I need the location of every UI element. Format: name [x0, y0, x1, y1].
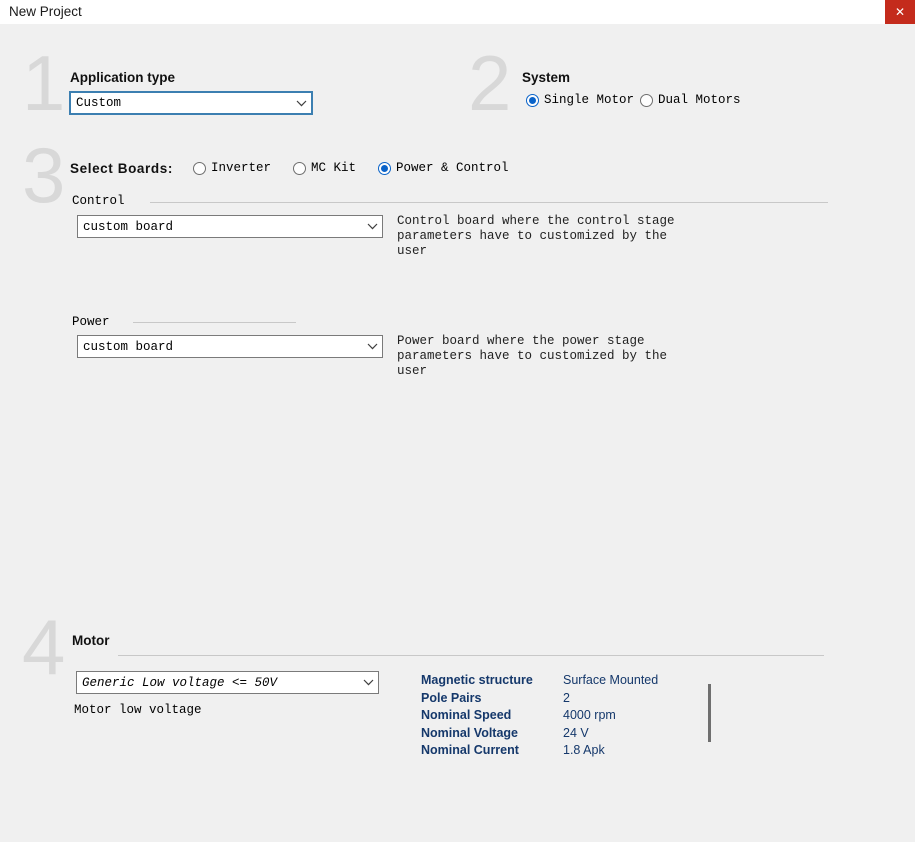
- system-title: System: [522, 70, 571, 85]
- radio-indicator-power-and-control: [378, 162, 391, 175]
- power-group-rule: [133, 322, 296, 323]
- spec-key: Pole Pairs: [421, 690, 482, 705]
- application-type-value: Custom: [76, 96, 122, 110]
- radio-label-mc-kit: MC Kit: [311, 161, 357, 175]
- radio-indicator-mc-kit: [293, 162, 306, 175]
- radio-indicator-inverter: [193, 162, 206, 175]
- motor-combo[interactable]: [76, 671, 379, 694]
- radio-inverter[interactable]: [193, 161, 271, 175]
- chevron-down-icon: [291, 100, 311, 107]
- power-board-combo[interactable]: [77, 335, 383, 358]
- radio-label-single-motor: Single Motor: [544, 93, 635, 107]
- spec-value: 24 V: [563, 725, 589, 740]
- close-icon[interactable]: ✕: [885, 0, 915, 24]
- spec-row: [421, 742, 658, 757]
- dialog-body: [0, 24, 915, 842]
- control-group-rule: [150, 202, 828, 203]
- control-group-label: Control: [72, 194, 131, 208]
- power-group-label: Power: [72, 315, 116, 329]
- radio-indicator-single-motor: [526, 94, 539, 107]
- motor-specs-table: [421, 672, 658, 757]
- motor-title: Motor: [72, 633, 110, 648]
- spec-row: [421, 672, 658, 690]
- window-titlebar: [0, 0, 915, 25]
- chevron-down-icon: [362, 223, 382, 230]
- select-boards-radio-group: [193, 161, 515, 175]
- control-board-combo[interactable]: [77, 215, 383, 238]
- spec-key: Nominal Speed: [421, 708, 512, 722]
- spec-value: Surface Mounted: [563, 673, 659, 687]
- motor-note: Motor low voltage: [74, 703, 202, 717]
- power-board-value: custom board: [83, 339, 174, 354]
- motor-specs-scrollbar[interactable]: [708, 684, 711, 742]
- window-title: New Project: [9, 4, 82, 19]
- step-number-1: 1: [22, 39, 66, 127]
- radio-label-inverter: Inverter: [211, 161, 272, 175]
- spec-row: [421, 725, 658, 743]
- application-type-title: Application type: [70, 70, 176, 85]
- radio-dual-motors[interactable]: [640, 93, 741, 107]
- control-board-value: custom board: [83, 219, 174, 234]
- spec-value: 1.8 Apk: [563, 743, 605, 757]
- radio-mc-kit[interactable]: [293, 161, 356, 175]
- power-board-description: Power board where the power stage parameters have to customized by the user: [397, 334, 668, 378]
- spec-row: [421, 690, 658, 708]
- step-number-4: 4: [22, 603, 66, 691]
- motor-specs-panel: [421, 672, 711, 757]
- radio-indicator-dual-motors: [640, 94, 653, 107]
- radio-power-and-control[interactable]: [378, 161, 509, 175]
- radio-single-motor[interactable]: [526, 93, 634, 107]
- spec-key: Nominal Current: [421, 743, 519, 757]
- system-radio-group: [526, 93, 747, 107]
- chevron-down-icon: [362, 343, 382, 350]
- application-type-combo[interactable]: [70, 92, 312, 114]
- spec-value: 2: [563, 690, 570, 705]
- motor-value: Generic Low voltage <= 50V: [82, 675, 278, 690]
- spec-row: [421, 707, 658, 725]
- control-board-description: Control board where the control stage parameters have to customized by the user: [397, 214, 675, 258]
- spec-value: 4000 rpm: [563, 708, 616, 722]
- select-boards-title: Select Boards:: [70, 161, 173, 176]
- radio-label-dual-motors: Dual Motors: [658, 93, 741, 107]
- chevron-down-icon: [358, 679, 378, 686]
- radio-label-power-and-control: Power & Control: [396, 161, 509, 175]
- step-number-3: 3: [22, 131, 66, 219]
- spec-key: Magnetic structure: [421, 673, 533, 687]
- step-number-2: 2: [468, 39, 512, 127]
- spec-key: Nominal Voltage: [421, 725, 519, 740]
- motor-group-rule: [118, 655, 824, 656]
